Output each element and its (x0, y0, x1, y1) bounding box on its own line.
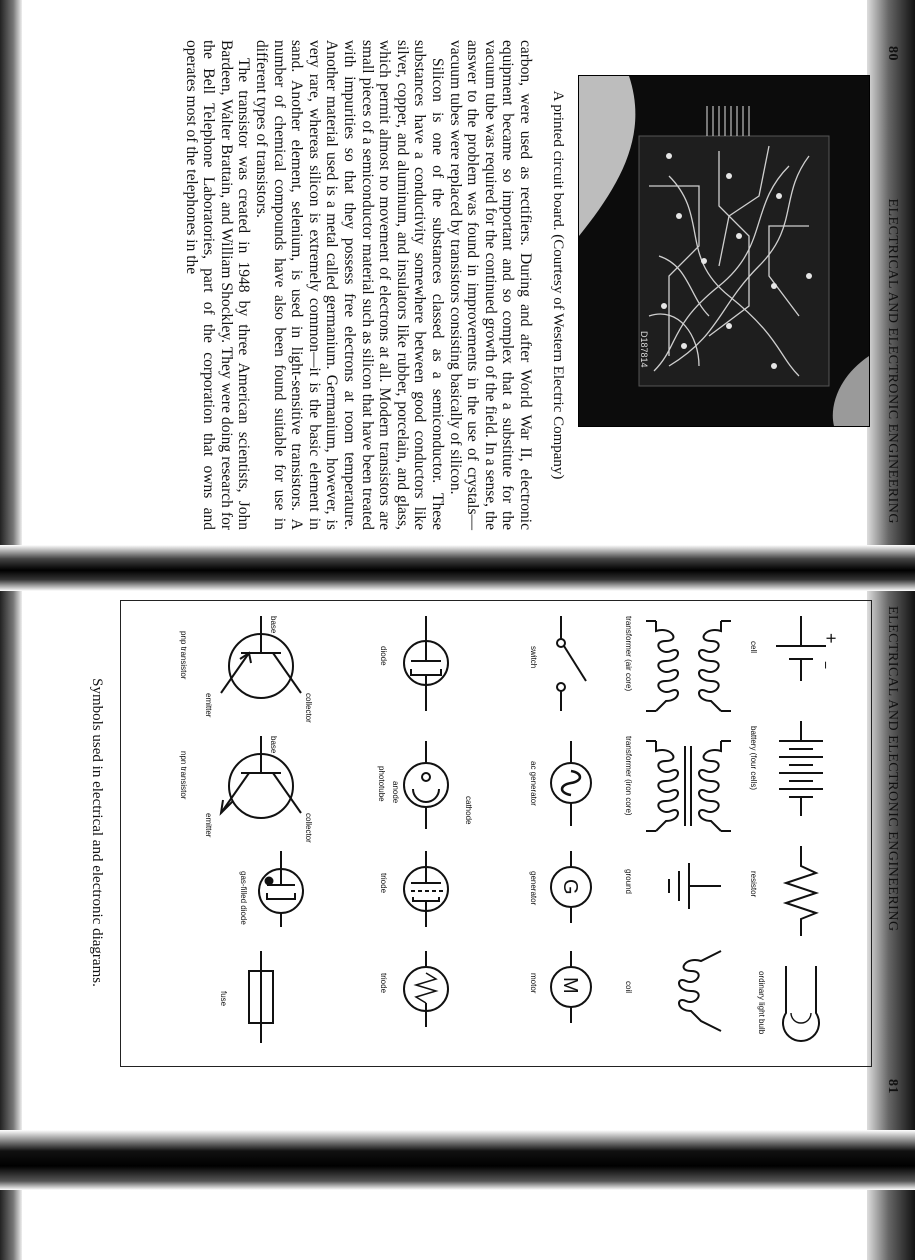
symbols-diagram (120, 600, 872, 1067)
triode-2-label: triode (379, 973, 388, 994)
fuse-label: fuse (219, 991, 228, 1007)
running-head-title: ELECTRICAL AND ELECTRONIC ENGINEERING (885, 198, 900, 524)
cell-minus-label: − (818, 661, 834, 670)
paragraph-2: Silicon is one of the substances classed as a semiconductor. These substances have a conductivity somewhere between good conductors like silver, copper, and aluminum, and insulators like rubber, porcelain, and glass, which permit almost no movement of electrons at all. Modern transistors are small pieces of a semiconductor material such as silicon that have been treated with impurities so that they possess free electrons at room temperature. Another material used is a metal called germanium. Germanium, however, is very rare, whereas silicon is extremely common—it is the basic element in sand. Another element, selenium, is used in light-sensitive transistors. A number of chemical compounds have also been found suitable for use in different types of transistors. (253, 40, 447, 530)
switch-symbol (529, 616, 586, 711)
photo-caption: A printed circuit board. (Courtesy of Western Electric Company) (550, 90, 566, 480)
coil-symbol (624, 951, 721, 1031)
cell-plus-label: + (821, 633, 841, 644)
circuit-board-photo (578, 75, 870, 427)
battery-symbol (749, 721, 823, 816)
triode-1-label: triode (379, 873, 388, 894)
page-number: 81 (885, 1079, 900, 1094)
triode-1-symbol (379, 851, 448, 927)
light-bulb-label: ordinary light bulb (757, 971, 766, 1035)
running-head-title: ELECTRICAL AND ELECTRONIC ENGINEERING (885, 606, 900, 932)
transformer-iron-label: transformer (iron core) (624, 736, 633, 816)
triode-2-symbol (379, 951, 448, 1027)
page-81 (20, 600, 900, 1100)
light-bulb-symbol (757, 966, 819, 1041)
npn-emitter-label: emitter (204, 813, 213, 838)
transformer-air-symbol (624, 616, 731, 711)
coil-label: coil (624, 981, 633, 994)
pnp-collector-label: collector (304, 693, 313, 723)
transformer-iron-symbol (624, 736, 731, 831)
body-text (182, 40, 534, 530)
motor-letter: M (559, 977, 581, 994)
running-head-81 (884, 600, 900, 1100)
phototube-label: phototube (377, 766, 386, 802)
paragraph-1: carbon, were used as rectifiers. During and after World War II, electronic equipment became so important and so complex that a substitute for the vacuum tube was required for the continued growth of the field. In a sense, the answer to the problem was found in improvements in the use of crystals—vacuum tubes were replaced by transistors consisting basically of silicon. (446, 40, 534, 530)
page-80 (20, 40, 900, 530)
battery-label: battery (four cells) (749, 726, 758, 791)
switch-label: switch (529, 646, 538, 669)
paragraph-3: The transistor was created in 1948 by three American scientists, John Bardeen, Walter Brattain, and William Shockley. They were doing research for the Bell Telephone Laboratories, part of the corporation that owns and operates most of the telephones in the (182, 40, 253, 530)
pnp-emitter-label: emitter (204, 693, 213, 718)
pnp-base-label: base (269, 616, 278, 634)
pnp-transistor-symbol (179, 616, 313, 723)
book-spine (0, 545, 915, 591)
gas-diode-label: gas-filled diode (239, 871, 248, 925)
pnp-transistor-label: pnp transistor (179, 631, 188, 680)
npn-collector-label: collector (304, 813, 313, 843)
phototube-symbol (377, 741, 473, 829)
resistor-label: resistor (749, 871, 758, 898)
page-number: 80 (885, 46, 900, 61)
ground-symbol (624, 863, 721, 909)
photo-marking: D187814 (639, 331, 649, 368)
fuse-symbol (219, 951, 273, 1043)
ac-generator-label: ac generator (529, 761, 538, 806)
npn-transistor-symbol (179, 736, 313, 843)
generator-symbol (529, 851, 591, 923)
phototube-cathode-label: cathode (464, 796, 473, 825)
ground-label: ground (624, 869, 633, 894)
npn-transistor-label: npn transistor (179, 751, 188, 800)
ac-generator-symbol (529, 741, 591, 826)
npn-base-label: base (269, 736, 278, 754)
transformer-air-label: transformer (air core) (624, 616, 633, 692)
cell-label: cell (749, 641, 758, 654)
motor-label: motor (529, 973, 538, 994)
gas-diode-symbol (239, 851, 303, 927)
motor-symbol (529, 951, 591, 1023)
generator-label: generator (529, 871, 538, 906)
scan-edge-bottom (0, 1130, 915, 1190)
diode-symbol (379, 616, 448, 711)
phototube-anode-label: anode (391, 781, 400, 804)
generator-letter: G (559, 879, 581, 895)
resistor-symbol (749, 846, 816, 936)
running-head-80 (884, 40, 900, 530)
diode-label: diode (379, 646, 388, 666)
diagram-caption: Symbols used in electrical and electronic diagrams. (89, 678, 105, 987)
scan-edge-left (0, 0, 22, 1260)
cell-symbol (749, 616, 841, 681)
